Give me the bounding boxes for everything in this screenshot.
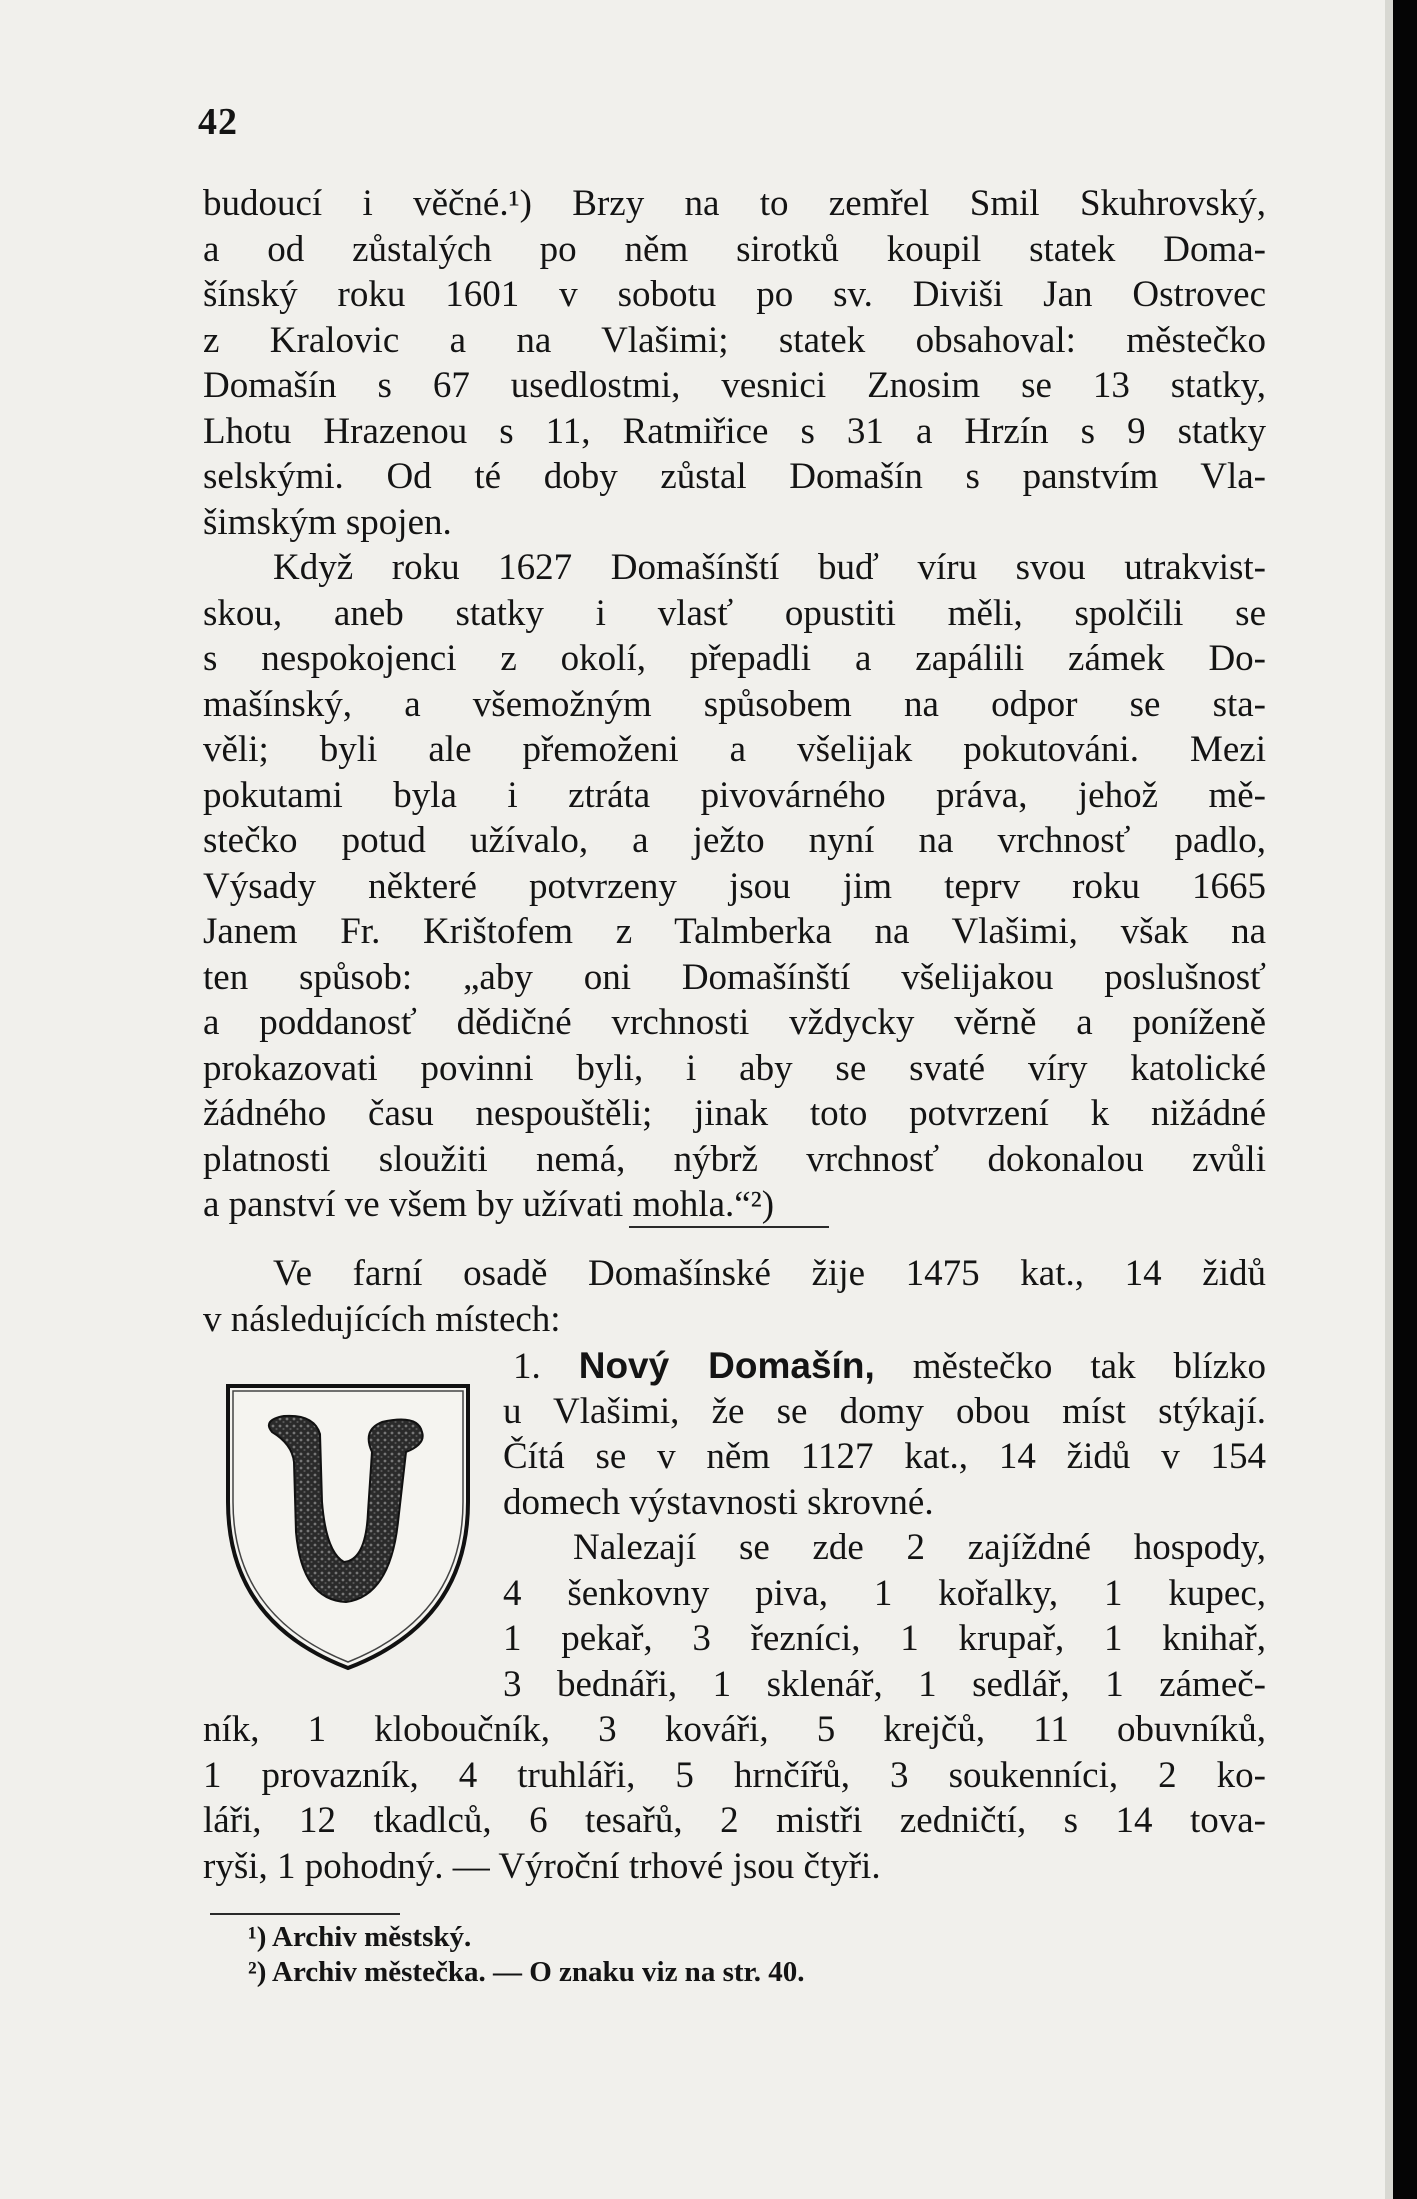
text-line: v následujících místech:	[203, 1298, 561, 1340]
text-line	[513, 1343, 1266, 1390]
paragraph-1	[203, 181, 1266, 545]
text-line: z Kralovic a na Vlašimi; statek obsahoval: městečko	[203, 319, 1266, 361]
text-line: láři, 12 tkadlců, 6 tesařů, 2 mistři zedničtí, s 14 tova-	[203, 1800, 1266, 1841]
text-line: 4 šenkovny piva, 1 kořalky, 1 kupec,	[503, 1572, 1266, 1614]
entry-text: městečko tak blízko	[912, 1346, 1267, 1387]
text-line: Čítá se v něm 1127 kat., 14 židů v 154	[503, 1436, 1266, 1477]
text-line: platnosti sloužiti nemá, nýbrž vrchnosť dokonalou zvůli	[203, 1138, 1266, 1180]
paragraph-3	[203, 1251, 1266, 1342]
text-line: selskými. Od té doby zůstal Domašín s panstvím Vla-	[203, 456, 1266, 497]
text-line: mašínský, a všemožným spůsobem na odpor se sta-	[203, 683, 1266, 725]
entry-1-short	[513, 1343, 1266, 1390]
footnote-rule	[210, 1913, 400, 1915]
text-line: pokutami byla i ztráta pivovárného práva, jehož mě-	[203, 774, 1266, 816]
entry-1-full	[203, 1707, 1266, 1889]
text-line: budoucí i věčné.¹) Brzy na to zemřel Smil Skuhrovský,	[203, 183, 1266, 224]
text-line: s nespokojenci z okolí, přepadli a zapálili zámek Do-	[203, 638, 1266, 679]
text-line: domech výstavnosti skrovné.	[503, 1481, 934, 1523]
coat-of-arms-graphic	[222, 1382, 474, 1672]
text-line: a od zůstalých po něm sirotků koupil statek Doma-	[203, 228, 1266, 270]
text-line: věli; byli ale přemoženi a všelijak pokutováni. Mezi	[203, 729, 1266, 770]
text-line: Lhotu Hrazenou s 11, Ratmiřice s 31 a Hrzín s 9 statky	[203, 410, 1266, 452]
section-divider	[629, 1226, 829, 1228]
entry-name: Nový Domašín,	[578, 1345, 875, 1386]
paragraph-2	[203, 545, 1266, 1228]
text-line: šínský roku 1601 v sobotu po sv. Diviši Jan Ostrovec	[203, 274, 1266, 315]
entry-1-short2	[503, 1525, 1266, 1707]
page-edge	[1385, 0, 1393, 2199]
text-line: u Vlašimi, že se domy obou míst stýkají.	[503, 1390, 1266, 1432]
scan-background	[1393, 0, 1417, 2199]
footnote-2: ²) Archiv městečka. — O znaku viz na str. 40.	[248, 1956, 805, 1988]
text-line: žádného času nespouštěli; jinak toto potvrzení k nižádné	[203, 1093, 1266, 1134]
text-line: Výsady některé potvrzeny jsou jim teprv roku 1665	[203, 865, 1266, 907]
text-line: šimským spojen.	[203, 501, 452, 543]
coat-of-arms-shield-icon	[222, 1382, 474, 1672]
text-line: 1 provazník, 4 truhláři, 5 hrnčířů, 3 soukenníci, 2 ko-	[203, 1754, 1266, 1796]
footnotes	[248, 1920, 804, 1990]
text-line: Nalezají se zde 2 zajíždné hospody,	[573, 1527, 1266, 1568]
text-line: a panství ve všem by užívati mohla.“²)	[203, 1184, 775, 1225]
text-line: Domašín s 67 usedlostmi, vesnici Znosim se 13 statky,	[203, 365, 1266, 406]
text-line: ník, 1 kloboučník, 3 kováři, 5 krejčů, 11 obuvníků,	[203, 1709, 1266, 1750]
entry-1-short-cont	[503, 1389, 1266, 1526]
entry-number: 1.	[513, 1346, 541, 1387]
text-line: Když roku 1627 Domašínští buď víru svou utrakvist-	[273, 547, 1266, 588]
text-line: a poddanosť dědičné vrchnosti vždycky věrně a poníženě	[203, 1002, 1266, 1043]
text-line: 3 bednáři, 1 sklenář, 1 sedlář, 1 zámeč-	[503, 1663, 1266, 1705]
text-line: Janem Fr. Krištofem z Talmberka na Vlašimi, však na	[203, 911, 1266, 952]
text-line: skou, aneb statky i vlasť opustiti měli, spolčili se	[203, 592, 1266, 634]
text-line: 1 pekař, 3 řezníci, 1 krupař, 1 knihař,	[503, 1618, 1266, 1659]
text-line: ryši, 1 pohodný. — Výroční trhové jsou čtyři.	[203, 1845, 881, 1887]
footnote-1: ¹) Archiv městský.	[248, 1921, 472, 1953]
text-line: Ve farní osadě Domašínské žije 1475 kat., 14 židů	[273, 1253, 1266, 1294]
text-line: prokazovati povinni byli, i aby se svaté víry katolické	[203, 1047, 1266, 1089]
page-number: 42	[198, 101, 238, 143]
text-line: stečko potud užívalo, a ježto nyní na vrchnosť padlo,	[203, 820, 1266, 861]
text-line: ten spůsob: „aby oni Domašínští všelijakou poslušnosť	[203, 956, 1266, 998]
